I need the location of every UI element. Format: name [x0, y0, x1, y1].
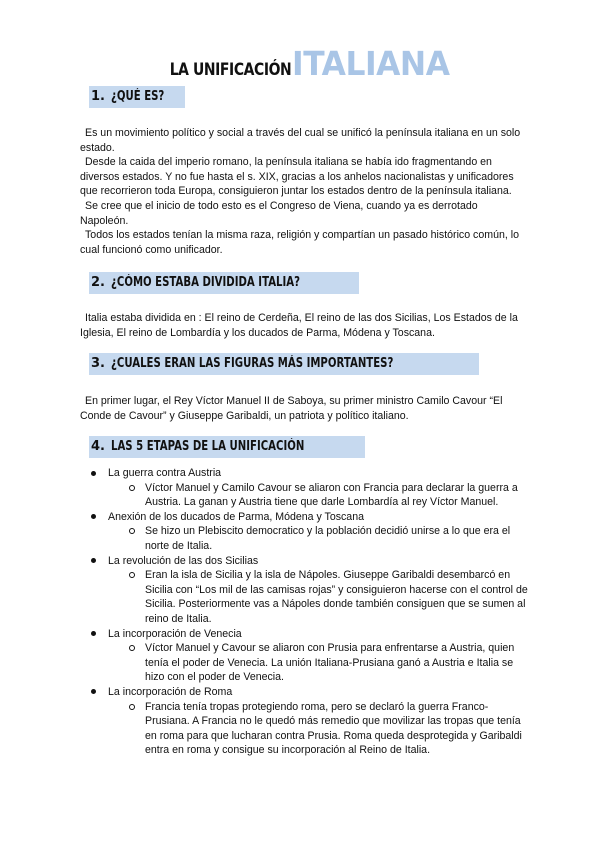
section-number: 4.: [91, 439, 105, 454]
section-heading-division: [89, 272, 359, 294]
document-title: [0, 44, 600, 83]
stage-title-row: [80, 627, 530, 642]
stage-title: La incorporación de Venecia: [108, 627, 242, 640]
section-body-que-es: [80, 126, 528, 257]
title-accent: ITALIANA: [291, 44, 449, 83]
section-heading-que-es: [89, 86, 185, 108]
stage-detail-row: [80, 568, 530, 626]
stage-detail: Eran la isla de Sicilia y la isla de Nápoles. Giuseppe Garibaldi desembarcó en Sicilia con “Los mil de las camisas rojas” y consiguieron hacerse con el control de Sicilia. Posteriormente vas a Nápoles donde también consiguen que se sumen al reino de Italia.: [145, 569, 528, 625]
paragraph: En primer lugar, el Rey Víctor Manuel II de Saboya, su primer ministro Camilo Cavour “El Conde de Cavour” y Giuseppe Garibaldi, un patriota y político italiano.: [80, 395, 503, 422]
bullet-icon: [91, 558, 96, 563]
paragraph: Todos los estados tenían la misma raza, religión y compartían un pasado histórico común, lo cual funcionó como unificador.: [80, 229, 519, 256]
stages-list: [80, 466, 530, 758]
stage-item: [80, 554, 530, 627]
section-number: 2.: [91, 275, 105, 290]
bullet-icon: [91, 689, 96, 694]
section-heading-text: LAS 5 ETAPAS DE LA UNIFICACIÓN: [111, 439, 305, 454]
circle-bullet-icon: [129, 645, 135, 651]
stage-title: La revolución de las dos Sicilias: [108, 554, 259, 567]
stage-title-row: [80, 685, 530, 700]
bullet-icon: [91, 631, 96, 636]
stage-title: La guerra contra Austria: [108, 467, 222, 479]
stage-title: Anexión de los ducados de Parma, Módena y Toscana: [108, 510, 364, 523]
section-heading-etapas: [89, 436, 365, 458]
section-number: 1.: [91, 89, 105, 104]
stage-detail-row: [80, 700, 530, 758]
section-body-figuras: [80, 394, 528, 423]
section-heading-text: ¿QUÉ ES?: [111, 89, 165, 104]
stage-detail-row: [80, 481, 530, 510]
section-heading-text: ¿CUALES ERAN LAS FIGURAS MÁS IMPORTANTES?: [111, 356, 394, 371]
section-body-division: [80, 311, 528, 340]
circle-bullet-icon: [129, 572, 135, 578]
paragraph: Desde la caida del imperio romano, la península italiana se había ido fragmentando en diversos estados. Y no fue hasta el s. XIX, gracias a los anhelos nacionalistas y unificadores que recorrieron toda Europa, consiguieron juntar los estados dentro de la península italiana.: [80, 156, 514, 198]
stage-detail: Víctor Manuel y Camilo Cavour se aliaron con Francia para declarar la guerra a Austria. La ganan y Austria tiene que darle Lombardía al rey Víctor Manuel.: [145, 481, 518, 509]
stage-title-row: [80, 466, 530, 481]
stage-item: [80, 685, 530, 758]
bullet-icon: [91, 471, 96, 476]
paragraph: Se cree que el inicio de todo esto es el Congreso de Viena, cuando ya es derrotado Napoleón.: [80, 199, 478, 227]
stage-title-row: [80, 554, 530, 569]
section-number: 3.: [91, 356, 105, 371]
stage-item: [80, 627, 530, 685]
title-plain: LA UNIFICACIÓN: [169, 60, 292, 80]
stage-item: [80, 510, 530, 554]
stage-detail-row: [80, 641, 530, 685]
section-heading-figuras: [89, 353, 479, 375]
stage-item: [80, 466, 530, 510]
stage-detail-row: [80, 524, 530, 553]
stage-detail: Francia tenía tropas protegiendo roma, pero se declaró la guerra Franco-Prusiana. A Francia no le quedó más remedio que movilizar las tropas que tenía en roma para que lucharan contra Prusia. Roma queda desprotegida y Garibaldi entra en roma y consigue su incorporación al Reino de Italia.: [145, 700, 522, 757]
circle-bullet-icon: [129, 485, 135, 491]
paragraph: Es un movimiento político y social a través del cual se unificó la península italiana en un solo estado.: [80, 127, 521, 154]
bullet-icon: [91, 514, 96, 519]
paragraph: Italia estaba dividida en : El reino de Cerdeña, El reino de las dos Sicilias, Los Estados de la Iglesia, El reino de Lombardía y los ducados de Parma, Módena y Toscana.: [80, 312, 518, 339]
circle-bullet-icon: [129, 704, 135, 710]
stage-detail: Víctor Manuel y Cavour se aliaron con Prusia para enfrentarse a Austria, quien tenía el poder de Venecia. La unión Italiana-Prusiana ganó a Austria e Italia se hizo con el poder de Venecia.: [145, 642, 515, 684]
section-heading-text: ¿CÓMO ESTABA DIVIDIDA ITALIA?: [111, 275, 301, 290]
stage-title: La incorporación de Roma: [108, 685, 233, 698]
stage-detail: Se hizo un Plebiscito democratico y la población decidió unirse a lo que era el norte de Italia.: [145, 525, 511, 552]
circle-bullet-icon: [129, 528, 135, 534]
stage-title-row: [80, 510, 530, 525]
